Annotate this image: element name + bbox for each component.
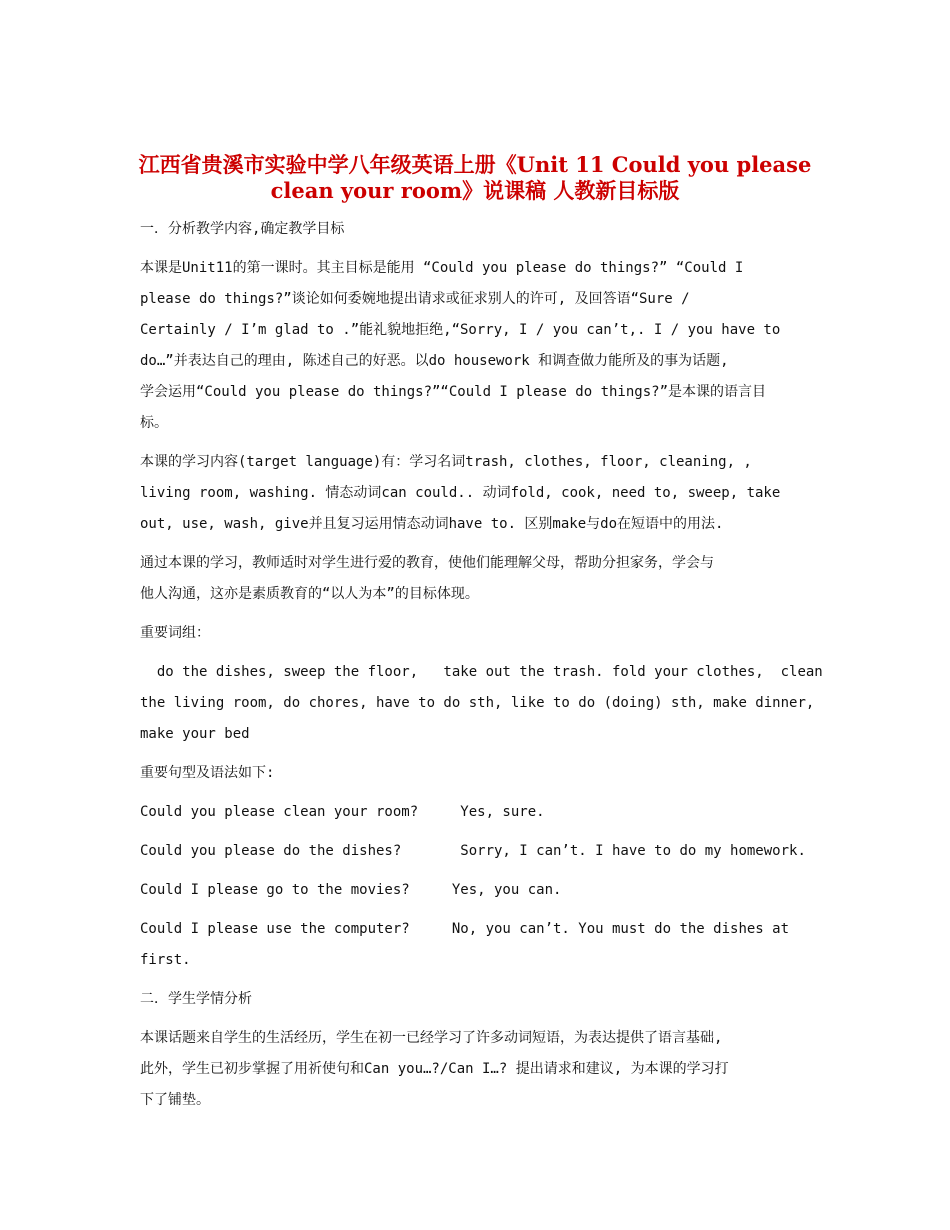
sentence-line: Could I please use the computer? No, you can’t. You must do the dishes at: [140, 921, 790, 937]
section-1-heading: 一．分析教学内容,确定教学目标: [140, 221, 345, 237]
paragraph-1-line: 学会运用“Could you please do things?”“Could I please do things?”是本课的语言目: [140, 384, 767, 400]
paragraph-2-line: 本课的学习内容(target language)有：学习名词trash, clothes, floor, cleaning, ,: [140, 454, 752, 470]
title-line-2: clean your room》说课稿 人教新目标版: [270, 178, 680, 203]
phrases-line: do the dishes, sweep the floor, take out the trash. fold your clothes, clean: [140, 664, 823, 680]
sentence-line: first.: [140, 952, 191, 968]
title-line-1: 江西省贵溪市实验中学八年级英语上册《Unit 11 Could you please: [138, 152, 812, 177]
sentence-line: Could I please go to the movies? Yes, you can.: [140, 882, 562, 898]
section-2-heading: 二．学生学情分析: [140, 991, 252, 1007]
sentence-line: Could you please do the dishes? Sorry, I can’t. I have to do my homework.: [140, 843, 806, 859]
paragraph-1-line: Certainly / I’m glad to .”能礼貌地拒绝,“Sorry, I / you can’t,. I / you have to: [140, 322, 781, 338]
paragraph-3-line: 通过本课的学习，教师适时对学生进行爱的教育，使他们能理解父母，帮助分担家务，学会与: [140, 555, 714, 571]
paragraph-1-line: do…”并表达自己的理由, 陈述自己的好恶。以do housework 和调查做力能所及的事为话题,: [140, 353, 729, 369]
section-2-line: 下了铺垫。: [140, 1092, 210, 1108]
section-2-line: 本课话题来自学生的生活经历，学生在初一已经学习了许多动词短语，为表达提供了语言基础,: [140, 1030, 723, 1046]
phrases-line: make your bed: [140, 726, 250, 742]
sentence-line: Could you please clean your room? Yes, sure.: [140, 804, 545, 820]
paragraph-1-line: please do things?”谈论如何委婉地提出请求或征求别人的许可, 及回答语“Sure /: [140, 291, 690, 307]
paragraph-2-line: living room, washing. 情态动词can could.. 动词fold, cook, need to, sweep, take: [140, 485, 781, 501]
document-title: [100, 152, 850, 204]
phrases-line: the living room, do chores, have to do sth, like to do (doing) sth, make dinner,: [140, 695, 815, 711]
paragraph-2-line: out, use, wash, give并且复习运用情态动词have to. 区别make与do在短语中的用法.: [140, 516, 724, 532]
phrases-label: 重要词组：: [140, 625, 210, 641]
section-2-line: 此外，学生已初步掌握了用祈使句和Can you…?/Can I…? 提出请求和建议, 为本课的学习打: [140, 1061, 729, 1077]
sentences-label: 重要句型及语法如下:: [140, 765, 275, 781]
paragraph-3-line: 他人沟通，这亦是素质教育的“以人为本”的目标体现。: [140, 586, 479, 602]
paragraph-1-line: 标。: [140, 415, 168, 431]
paragraph-1-line: 本课是Unit11的第一课时。其主目标是能用 “Could you please do things?” “Could I: [140, 260, 744, 276]
